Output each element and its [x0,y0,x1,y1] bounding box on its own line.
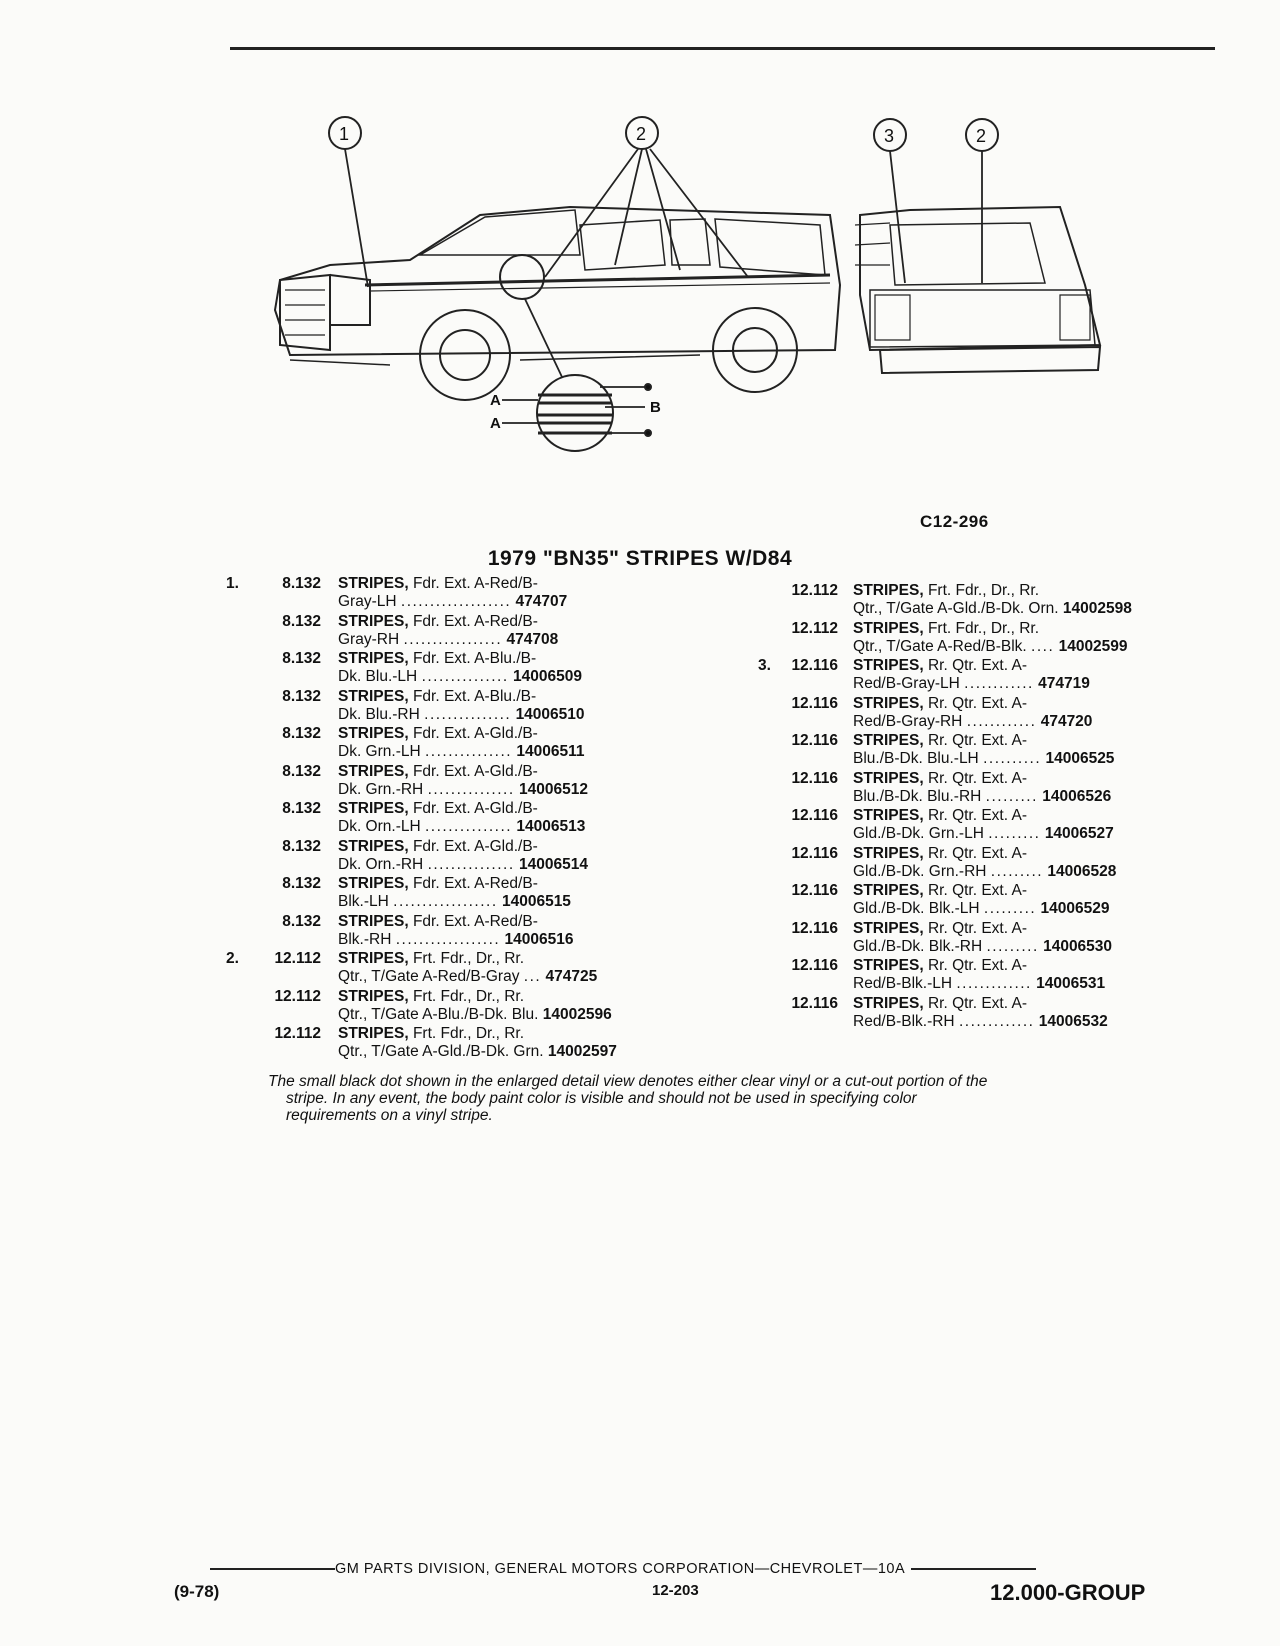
part-name: STRIPES, [853,807,924,824]
part-desc-text: Qtr., T/Gate A-Gld./B-Dk. Orn. [853,600,1059,617]
part-desc-text: Blk.-RH [338,930,392,948]
part-desc-text: Gld./B-Dk. Blk.-RH [853,937,983,955]
group-ref: 8.132 [282,800,321,817]
part-description [338,950,524,968]
part-description [338,650,536,668]
part-desc-line1: Rr. Qtr. Ext. A- [927,769,1028,787]
group-ref: 12.112 [274,1025,321,1042]
group-ref: 12.116 [791,694,838,712]
part-desc-text: Dk. Grn.-RH [338,780,424,798]
part-description [853,957,1027,975]
part-description [338,575,538,593]
group-ref: 12.116 [791,732,838,749]
part-name: STRIPES, [338,987,409,1005]
group-ref: 12.116 [791,807,838,824]
part-desc-line1: Rr. Qtr. Ext. A- [927,882,1028,899]
part-number: 474720 [1040,712,1093,730]
part-desc-line2 [338,1006,612,1024]
group-ref: 12.112 [791,619,838,637]
part-number: 14006530 [1043,937,1113,955]
group-ref: 8.132 [282,912,321,930]
part-description [338,725,538,743]
group-ref: 12.116 [791,919,838,937]
svg-text:A: A [490,392,501,409]
group-ref: 8.132 [282,575,321,592]
leader-dots: ............... [424,705,512,723]
part-desc-line1: Frt. Fdr., Dr., Rr. [412,987,525,1005]
part-desc-line2 [853,713,1092,731]
group-ref: 8.132 [282,875,321,892]
svg-text:1: 1 [339,124,350,144]
part-number: 14002596 [542,1005,612,1023]
group-ref: 8.132 [282,650,321,667]
leader-dots: ................... [400,593,512,610]
group-ref: 8.132 [282,762,321,780]
group-number: 12.000-GROUP [990,1580,1146,1605]
leader-dots: ... [523,968,542,985]
item-number: 2. [226,950,239,967]
part-desc-text: Blu./B-Dk. Blu.-LH [853,750,979,767]
callout-3 [874,119,906,283]
part-name: STRIPES, [338,650,409,667]
part-desc-text: Gray-RH [338,630,400,648]
part-desc-text: Red/B-Blk.-RH [853,1012,955,1030]
part-name: STRIPES, [338,725,409,742]
part-desc-line1: Rr. Qtr. Ext. A- [927,807,1028,824]
part-description [853,995,1027,1013]
part-description [853,882,1027,900]
part-desc-line1: Fdr. Ext. A-Gld./B- [412,725,538,742]
leader-dots: ............. [956,975,1032,992]
part-name: STRIPES, [853,994,924,1012]
part-desc-line2 [338,668,582,686]
part-desc-line2 [338,968,597,986]
group-ref: 12.112 [274,987,321,1005]
part-description [338,875,538,893]
part-number: 14006513 [516,818,586,835]
part-desc-line2 [853,675,1090,693]
part-desc-text: Dk. Blu.-RH [338,705,420,723]
part-desc-line2 [338,631,558,649]
svg-text:A: A [490,415,501,432]
part-number: 14006529 [1040,900,1110,917]
part-number: 14002598 [1062,600,1132,617]
part-desc-line2 [853,938,1112,956]
part-desc-text: Red/B-Gray-RH [853,712,963,730]
part-desc-text: Red/B-Blk.-LH [853,975,953,992]
part-description [853,620,1039,638]
footnote [268,1073,1168,1124]
footnote-line: The small black dot shown in the enlarged detail view denotes either clear vinyl or a cut-out portion of the [268,1073,988,1090]
part-desc-line2 [853,900,1109,918]
part-name: STRIPES, [853,619,924,637]
part-number: 14006510 [515,705,585,723]
group-ref: 8.132 [282,837,321,855]
leader-dots: ......... [985,787,1038,805]
part-description [338,688,536,706]
part-desc-line2 [338,781,588,799]
svg-text:2: 2 [976,126,987,146]
footer-corp-text: GM PARTS DIVISION, GENERAL MOTORS CORPORATION—CHEVROLET—10A [335,1561,906,1577]
part-name: STRIPES, [853,844,924,862]
part-description [338,613,538,631]
station-wagon-illustration [270,115,1170,485]
part-desc-line1: Fdr. Ext. A-Red/B- [412,612,538,630]
part-description [338,913,538,931]
leader-dots: .................. [393,893,498,910]
part-number: 14006532 [1038,1012,1108,1030]
footer-rule [911,1568,1036,1570]
part-number: 14002597 [547,1043,617,1060]
leader-dots: ............. [958,1012,1035,1030]
group-ref: 12.116 [791,957,838,974]
leader-dots: ............... [427,855,515,873]
part-number: 14006512 [518,780,588,798]
part-desc-line2 [338,706,585,724]
part-desc-line1: Fdr. Ext. A-Gld./B- [412,800,538,817]
part-desc-text: Qtr., T/Gate A-Gld./B-Dk. Grn. [338,1043,544,1060]
part-number: 14006527 [1044,825,1114,842]
part-desc-line2 [853,638,1128,656]
svg-text:2: 2 [636,124,647,144]
leader-dots: ............ [964,675,1034,692]
leader-dots: ............... [421,668,509,685]
part-desc-line1: Rr. Qtr. Ext. A- [927,994,1028,1012]
part-number: 14006526 [1042,787,1112,805]
part-name: STRIPES, [338,875,409,892]
part-desc-line1: Rr. Qtr. Ext. A- [927,694,1028,712]
leader-dots: ............... [427,780,515,798]
part-number: 14006511 [516,743,585,760]
part-number: 474725 [545,968,598,985]
part-name: STRIPES, [853,657,924,674]
page-title: 1979 "BN35" STRIPES W/D84 [487,547,793,570]
part-desc-line1: Fdr. Ext. A-Gld./B- [412,837,538,855]
part-desc-line2 [853,825,1114,843]
leader-dots: ......... [983,900,1037,917]
part-description [853,695,1027,713]
part-desc-line1: Fdr. Ext. A-Red/B- [412,912,538,930]
page-number: 12-203 [652,1582,699,1599]
group-ref: 8.132 [282,725,321,742]
callout-2-rear [966,119,998,283]
part-number: 14006514 [518,855,588,873]
part-number: 474707 [515,593,568,610]
part-desc-line1: Rr. Qtr. Ext. A- [927,957,1028,974]
revision-date: (9-78) [174,1582,220,1601]
part-number: 474708 [506,630,559,648]
group-ref: 8.132 [282,687,321,705]
part-number: 14006515 [501,893,571,910]
footer-corporation [210,1561,1036,1577]
part-description [853,657,1027,675]
part-desc-line1: Fdr. Ext. A-Red/B- [412,875,538,892]
group-ref: 12.112 [791,582,838,599]
part-desc-line1: Frt. Fdr., Dr., Rr. [927,582,1040,599]
part-desc-text: Blu./B-Dk. Blu.-RH [853,787,982,805]
part-desc-line2 [338,593,567,611]
part-number: 14006516 [504,930,574,948]
group-ref: 12.116 [791,657,838,674]
group-ref: 12.112 [274,950,321,967]
leader-dots: ......... [990,862,1044,880]
part-desc-text: Dk. Orn.-RH [338,855,424,873]
part-desc-line1: Fdr. Ext. A-Blu./B- [412,650,537,667]
part-description [853,732,1027,750]
part-description [853,582,1039,600]
figure-code: C12-296 [920,512,989,531]
part-number: 14006528 [1047,862,1117,880]
part-desc-line1: Fdr. Ext. A-Blu./B- [412,687,537,705]
part-description [338,763,538,781]
part-desc-text: Blk.-LH [338,893,389,910]
part-name: STRIPES, [338,687,409,705]
top-rule [230,47,1215,50]
part-desc-line2 [853,600,1132,618]
part-desc-line2 [338,893,571,911]
part-name: STRIPES, [338,950,409,967]
part-name: STRIPES, [338,837,409,855]
part-desc-line1: Frt. Fdr., Dr., Rr. [927,619,1040,637]
part-description [338,1025,524,1043]
part-name: STRIPES, [338,1025,409,1042]
part-desc-line2 [853,788,1111,806]
part-desc-text: Dk. Blu.-LH [338,668,418,685]
callout-1 [329,117,368,287]
leader-dots: ......... [986,937,1039,955]
part-desc-line2 [853,975,1105,993]
part-desc-text: Gld./B-Dk. Grn.-RH [853,862,987,880]
svg-text:B: B [650,399,661,416]
part-name: STRIPES, [853,882,924,899]
part-desc-line1: Frt. Fdr., Dr., Rr. [412,950,525,967]
leader-dots: ......... [988,825,1041,842]
part-number: 14006525 [1045,750,1115,767]
leader-dots: .... [1031,637,1055,655]
part-desc-line1: Rr. Qtr. Ext. A- [927,732,1028,749]
part-desc-line2 [338,1043,617,1061]
part-name: STRIPES, [338,612,409,630]
part-desc-text: Qtr., T/Gate A-Red/B-Blk. [853,637,1027,655]
footnote-line: stripe. In any event, the body paint color is visible and should not be used in specifying color [286,1090,917,1107]
part-desc-line2 [338,931,574,949]
leader-dots: .................. [395,930,501,948]
part-name: STRIPES, [338,762,409,780]
part-description [853,920,1027,938]
part-description [853,770,1027,788]
part-description [338,988,524,1006]
part-name: STRIPES, [853,732,924,749]
part-description [853,845,1027,863]
part-name: STRIPES, [338,800,409,817]
part-desc-text: Dk. Grn.-LH [338,743,421,760]
part-desc-line1: Frt. Fdr., Dr., Rr. [412,1025,525,1042]
leader-dots: ............... [425,743,513,760]
part-desc-line2 [338,743,585,761]
part-name: STRIPES, [338,912,409,930]
part-name: STRIPES, [338,575,409,592]
item-number: 1. [226,575,239,592]
part-desc-line1: Fdr. Ext. A-Red/B- [412,575,538,592]
part-desc-line1: Rr. Qtr. Ext. A- [927,657,1028,674]
footnote-line: requirements on a vinyl stripe. [286,1107,493,1124]
svg-text:3: 3 [884,126,895,146]
leader-dots: ................. [403,630,503,648]
part-name: STRIPES, [853,957,924,974]
part-desc-line2 [853,1013,1108,1031]
part-desc-line1: Rr. Qtr. Ext. A- [927,844,1028,862]
part-desc-line2 [853,750,1114,768]
part-desc-line2 [338,856,588,874]
part-name: STRIPES, [853,582,924,599]
part-desc-text: Qtr., T/Gate A-Blu./B-Dk. Blu. [338,1005,539,1023]
part-description [338,838,538,856]
part-desc-text: Dk. Orn.-LH [338,818,421,835]
part-name: STRIPES, [853,769,924,787]
part-desc-text: Gld./B-Dk. Grn.-LH [853,825,984,842]
part-description [338,800,538,818]
group-ref: 12.116 [791,994,838,1012]
leader-dots: ............... [425,818,513,835]
part-number: 14002599 [1058,637,1128,655]
part-desc-line1: Fdr. Ext. A-Gld./B- [412,762,538,780]
part-desc-text: Red/B-Gray-LH [853,675,960,692]
item-number: 3. [758,657,771,674]
part-desc-line2 [338,818,585,836]
part-desc-line2 [853,863,1116,881]
leader-dots: ............ [966,712,1037,730]
part-desc-text: Qtr., T/Gate A-Red/B-Gray [338,968,520,985]
group-ref: 8.132 [282,612,321,630]
part-number: 474719 [1038,675,1090,692]
footer-rule [210,1568,335,1570]
part-desc-text: Gld./B-Dk. Blk.-LH [853,900,980,917]
part-desc-line1: Rr. Qtr. Ext. A- [927,919,1028,937]
part-description [853,807,1027,825]
group-ref: 12.116 [791,844,838,862]
part-name: STRIPES, [853,694,924,712]
part-number: 14006531 [1036,975,1106,992]
part-desc-text: Gray-LH [338,593,397,610]
group-ref: 12.116 [791,882,838,899]
callout-2 [545,117,748,277]
group-ref: 12.116 [791,769,838,787]
part-name: STRIPES, [853,919,924,937]
leader-dots: .......... [983,750,1042,767]
wagon-rear-view [855,207,1100,373]
part-number: 14006509 [512,668,582,685]
